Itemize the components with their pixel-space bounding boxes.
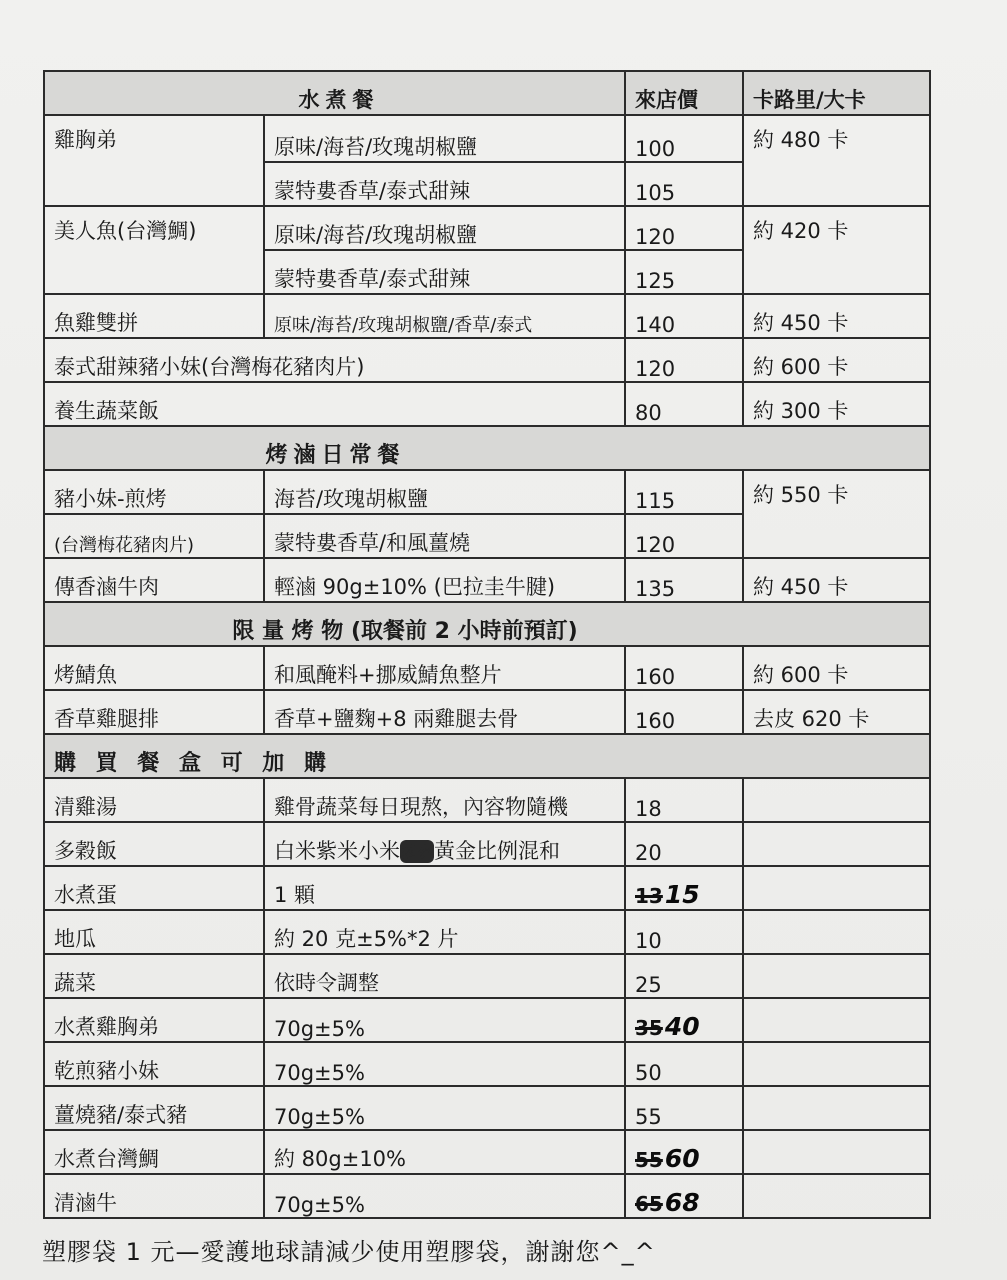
addon-row bbox=[44, 998, 930, 1042]
addon-row bbox=[44, 1174, 930, 1218]
addon-price: 25 bbox=[625, 954, 743, 998]
addon-name: 清滷牛 bbox=[44, 1174, 264, 1218]
menu-row bbox=[44, 558, 930, 602]
item-calories: 約 450 卡 bbox=[743, 558, 930, 602]
addon-name: 地瓜 bbox=[44, 910, 264, 954]
item-name: 魚雞雙拼 bbox=[44, 294, 264, 338]
addon-row bbox=[44, 1042, 930, 1086]
section-title-grill: 烤滷日常餐 bbox=[265, 443, 406, 468]
handwritten-price: 40 bbox=[664, 1012, 700, 1041]
item-name: 美人魚(台灣鯛) bbox=[44, 206, 264, 294]
addon-desc: 70g±5% bbox=[264, 1086, 625, 1130]
item-price: 120 bbox=[625, 206, 743, 250]
item-calories: 約 450 卡 bbox=[743, 294, 930, 338]
addon-name: 乾煎豬小妹 bbox=[44, 1042, 264, 1086]
addon-row bbox=[44, 910, 930, 954]
item-price: 100 bbox=[625, 115, 743, 162]
addon-blank bbox=[743, 778, 930, 822]
section-band bbox=[44, 426, 930, 470]
item-option: 和風醃料+挪威鯖魚整片 bbox=[264, 646, 625, 690]
addon-blank bbox=[743, 998, 930, 1042]
menu-row bbox=[44, 115, 930, 162]
addon-price bbox=[625, 998, 743, 1042]
addon-desc bbox=[264, 822, 625, 866]
addon-name: 蔬菜 bbox=[44, 954, 264, 998]
addon-name: 水煮雞胸弟 bbox=[44, 998, 264, 1042]
item-calories: 約 550 卡 bbox=[743, 470, 930, 558]
old-price-crossed: 13 bbox=[635, 884, 663, 908]
addon-blank bbox=[743, 1174, 930, 1218]
menu-row bbox=[44, 338, 930, 382]
item-calories: 約 480 卡 bbox=[743, 115, 930, 206]
item-option: 香草+鹽麴+8 兩雞腿去骨 bbox=[264, 690, 625, 734]
addon-name: 多穀飯 bbox=[44, 822, 264, 866]
item-calories: 約 600 卡 bbox=[743, 338, 930, 382]
addon-blank bbox=[743, 910, 930, 954]
addon-row bbox=[44, 1086, 930, 1130]
addon-row bbox=[44, 954, 930, 998]
menu-table bbox=[43, 70, 931, 1219]
section-title-addons: 購 買 餐 盒 可 加 購 bbox=[44, 734, 930, 778]
old-price-crossed: 35 bbox=[635, 1016, 663, 1040]
menu-row bbox=[44, 690, 930, 734]
addon-blank bbox=[743, 866, 930, 910]
addon-desc: 70g±5% bbox=[264, 1042, 625, 1086]
item-price: 135 bbox=[625, 558, 743, 602]
addon-desc: 約 20 克±5%*2 片 bbox=[264, 910, 625, 954]
item-option: 原味/海苔/玫瑰胡椒鹽 bbox=[264, 115, 625, 162]
old-price-crossed: 65 bbox=[635, 1192, 663, 1216]
menu-row bbox=[44, 206, 930, 250]
addon-blank bbox=[743, 1086, 930, 1130]
menu-row bbox=[44, 470, 930, 514]
addon-row bbox=[44, 778, 930, 822]
item-price: 160 bbox=[625, 646, 743, 690]
addon-desc: 1 顆 bbox=[264, 866, 625, 910]
addon-desc: 70g±5% bbox=[264, 998, 625, 1042]
item-name: 養生蔬菜飯 bbox=[44, 382, 625, 426]
item-price: 120 bbox=[625, 514, 743, 558]
addon-desc-part: 黃金比例混和 bbox=[434, 839, 561, 863]
calorie-column-header: 卡路里/大卡 bbox=[743, 71, 930, 115]
addon-price bbox=[625, 866, 743, 910]
item-subname: (台灣梅花豬肉片) bbox=[44, 514, 264, 558]
item-calories: 約 420 卡 bbox=[743, 206, 930, 294]
old-price-crossed: 55 bbox=[635, 1148, 663, 1172]
handwritten-price: 15 bbox=[664, 880, 700, 909]
addon-name: 水煮蛋 bbox=[44, 866, 264, 910]
item-option: 蒙特婁香草/和風薑燒 bbox=[264, 514, 625, 558]
addon-blank bbox=[743, 954, 930, 998]
section-band bbox=[44, 602, 930, 646]
addon-desc: 約 80g±10% bbox=[264, 1130, 625, 1174]
addon-row bbox=[44, 866, 930, 910]
item-name: 雞胸弟 bbox=[44, 115, 264, 206]
item-calories: 約 300 卡 bbox=[743, 382, 930, 426]
item-name: 烤鯖魚 bbox=[44, 646, 264, 690]
addon-blank bbox=[743, 1130, 930, 1174]
handwritten-price: 60 bbox=[664, 1144, 700, 1173]
addon-blank bbox=[743, 822, 930, 866]
section-row bbox=[44, 734, 930, 778]
section-title-boiled: 水煮餐 bbox=[44, 71, 625, 115]
item-price: 160 bbox=[625, 690, 743, 734]
addon-price: 55 bbox=[625, 1086, 743, 1130]
item-name: 香草雞腿排 bbox=[44, 690, 264, 734]
item-price: 105 bbox=[625, 162, 743, 206]
addon-price: 10 bbox=[625, 910, 743, 954]
addon-name: 薑燒豬/泰式豬 bbox=[44, 1086, 264, 1130]
addon-desc: 70g±5% bbox=[264, 1174, 625, 1218]
item-option: 輕滷 90g±10% (巴拉圭牛腱) bbox=[264, 558, 625, 602]
item-calories: 約 600 卡 bbox=[743, 646, 930, 690]
addon-row bbox=[44, 822, 930, 866]
addon-price: 20 bbox=[625, 822, 743, 866]
addon-price bbox=[625, 1174, 743, 1218]
item-price: 80 bbox=[625, 382, 743, 426]
price-column-header: 來店價 bbox=[625, 71, 743, 115]
addon-blank bbox=[743, 1042, 930, 1086]
item-option: 蒙特婁香草/泰式甜辣 bbox=[264, 250, 625, 294]
menu-row bbox=[44, 646, 930, 690]
item-price: 125 bbox=[625, 250, 743, 294]
section-row bbox=[44, 426, 930, 470]
handwritten-price: 68 bbox=[664, 1188, 700, 1217]
item-option: 蒙特婁香草/泰式甜辣 bbox=[264, 162, 625, 206]
addon-name: 水煮台灣鯛 bbox=[44, 1130, 264, 1174]
addon-name: 清雞湯 bbox=[44, 778, 264, 822]
item-option: 海苔/玫瑰胡椒鹽 bbox=[264, 470, 625, 514]
header-row bbox=[44, 71, 930, 115]
addon-price: 50 bbox=[625, 1042, 743, 1086]
item-option: 原味/海苔/玫瑰胡椒鹽/香草/泰式 bbox=[264, 294, 625, 338]
item-price: 140 bbox=[625, 294, 743, 338]
addon-price bbox=[625, 1130, 743, 1174]
addon-desc: 依時令調整 bbox=[264, 954, 625, 998]
item-price: 115 bbox=[625, 470, 743, 514]
item-option: 原味/海苔/玫瑰胡椒鹽 bbox=[264, 206, 625, 250]
redaction-scribble: 藜麥 bbox=[400, 840, 434, 863]
addon-row bbox=[44, 1130, 930, 1174]
addon-desc: 雞骨蔬菜每日現熬，內容物隨機 bbox=[264, 778, 625, 822]
addon-desc-part: 白米紫米小米 bbox=[274, 839, 400, 863]
menu-row bbox=[44, 294, 930, 338]
menu-row bbox=[44, 382, 930, 426]
item-name: 傳香滷牛肉 bbox=[44, 558, 264, 602]
item-calories: 去皮 620 卡 bbox=[743, 690, 930, 734]
section-row bbox=[44, 602, 930, 646]
footer-note: 塑膠袋 1 元—愛護地球請減少使用塑膠袋，謝謝您^_^ bbox=[42, 1238, 656, 1266]
item-price: 120 bbox=[625, 338, 743, 382]
item-name: 泰式甜辣豬小妹(台灣梅花豬肉片) bbox=[44, 338, 625, 382]
section-title-limited: 限 量 烤 物 (取餐前 2 小時前預訂) bbox=[232, 619, 578, 644]
addon-price: 18 bbox=[625, 778, 743, 822]
item-name: 豬小妹-煎烤 bbox=[44, 470, 264, 514]
